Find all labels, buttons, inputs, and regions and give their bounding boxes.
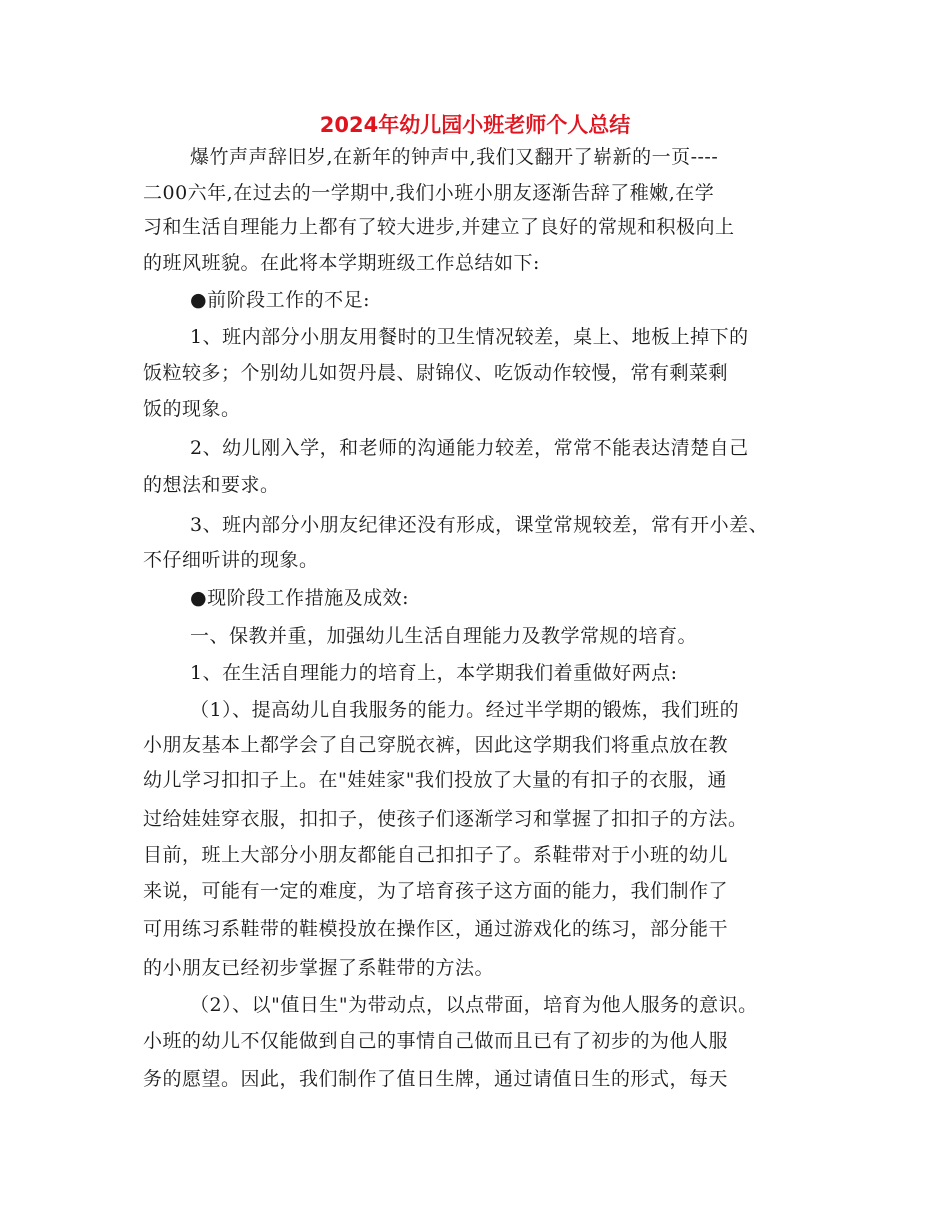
paragraph-line: 务的愿望。因此，我们制作了值日生牌，通过请值日生的形式，每天 <box>143 1068 729 1090</box>
paragraph-line: 目前，班上大部分小朋友都能自己扣扣子了。系鞋带对于小班的幼儿 <box>143 844 729 866</box>
paragraph-line: 的想法和要求。 <box>143 474 280 496</box>
document-title: 2024年幼儿园小班老师个人总结 <box>319 113 631 137</box>
paragraph-line: 幼儿学习扣扣子上。在"娃娃家"我们投放了大量的有扣子的衣服，通 <box>143 769 727 791</box>
paragraph-line: （1）、提高幼儿自我服务的能力。经过半学期的锻炼，我们班的 <box>190 699 740 721</box>
paragraph-line: 1、在生活自理能力的培育上，本学期我们着重做好两点: <box>190 662 678 684</box>
paragraph-line: 不仔细听讲的现象。 <box>143 549 319 571</box>
paragraph-line: 可用练习系鞋带的鞋模投放在操作区，通过游戏化的练习，部分能干 <box>143 918 729 940</box>
paragraph-line: 小班的幼儿不仅能做到自己的事情自己做而且已有了初步的为他人服 <box>143 1030 729 1052</box>
section-heading: ●前阶段工作的不足: <box>190 289 370 311</box>
paragraph-line: 二00六年,在过去的一学期中,我们小班小朋友逐渐告辞了稚嫩,在学 <box>143 182 715 204</box>
paragraph-line: 爆竹声声辞旧岁,在新年的钟声中,我们又翻开了崭新的一页---- <box>190 146 719 168</box>
section-heading: ●现阶段工作措施及成效: <box>190 587 409 609</box>
paragraph-line: 的小朋友已经初步掌握了系鞋带的方法。 <box>143 957 495 979</box>
paragraph-line: 习和生活自理能力上都有了较大进步,并建立了良好的常规和积极向上 <box>143 216 735 238</box>
paragraph-line: 小朋友基本上都学会了自己穿脱衣裤，因此这学期我们将重点放在教 <box>143 734 729 756</box>
paragraph-line: 一、保教并重，加强幼儿生活自理能力及教学常规的培育。 <box>190 625 698 647</box>
paragraph-line: 饭粒较多；个别幼儿如贺丹晨、尉锦仪、吃饭动作较慢，常有剩菜剩 <box>143 362 729 384</box>
paragraph-line: 1、班内部分小朋友用餐时的卫生情况较差，桌上、地板上掉下的 <box>190 326 749 348</box>
paragraph-line: 过给娃娃穿衣服，扣扣子，使孩子们逐渐学习和掌握了扣扣子的方法。 <box>143 808 748 830</box>
paragraph-line: 的班风班貌。在此将本学期班级工作总结如下: <box>143 252 540 274</box>
paragraph-line: 来说，可能有一定的难度，为了培育孩子这方面的能力，我们制作了 <box>143 880 729 902</box>
paragraph-line: 3、班内部分小朋友纪律还没有形成，课堂常规较差，常有开小差、 <box>190 514 769 536</box>
paragraph-line: 饭的现象。 <box>143 398 241 420</box>
paragraph-line: 2、幼儿刚入学，和老师的沟通能力较差，常常不能表达清楚自己 <box>190 437 749 459</box>
paragraph-line: （2）、以"值日生"为带动点，以点带面，培育为他人服务的意识。 <box>190 994 758 1016</box>
